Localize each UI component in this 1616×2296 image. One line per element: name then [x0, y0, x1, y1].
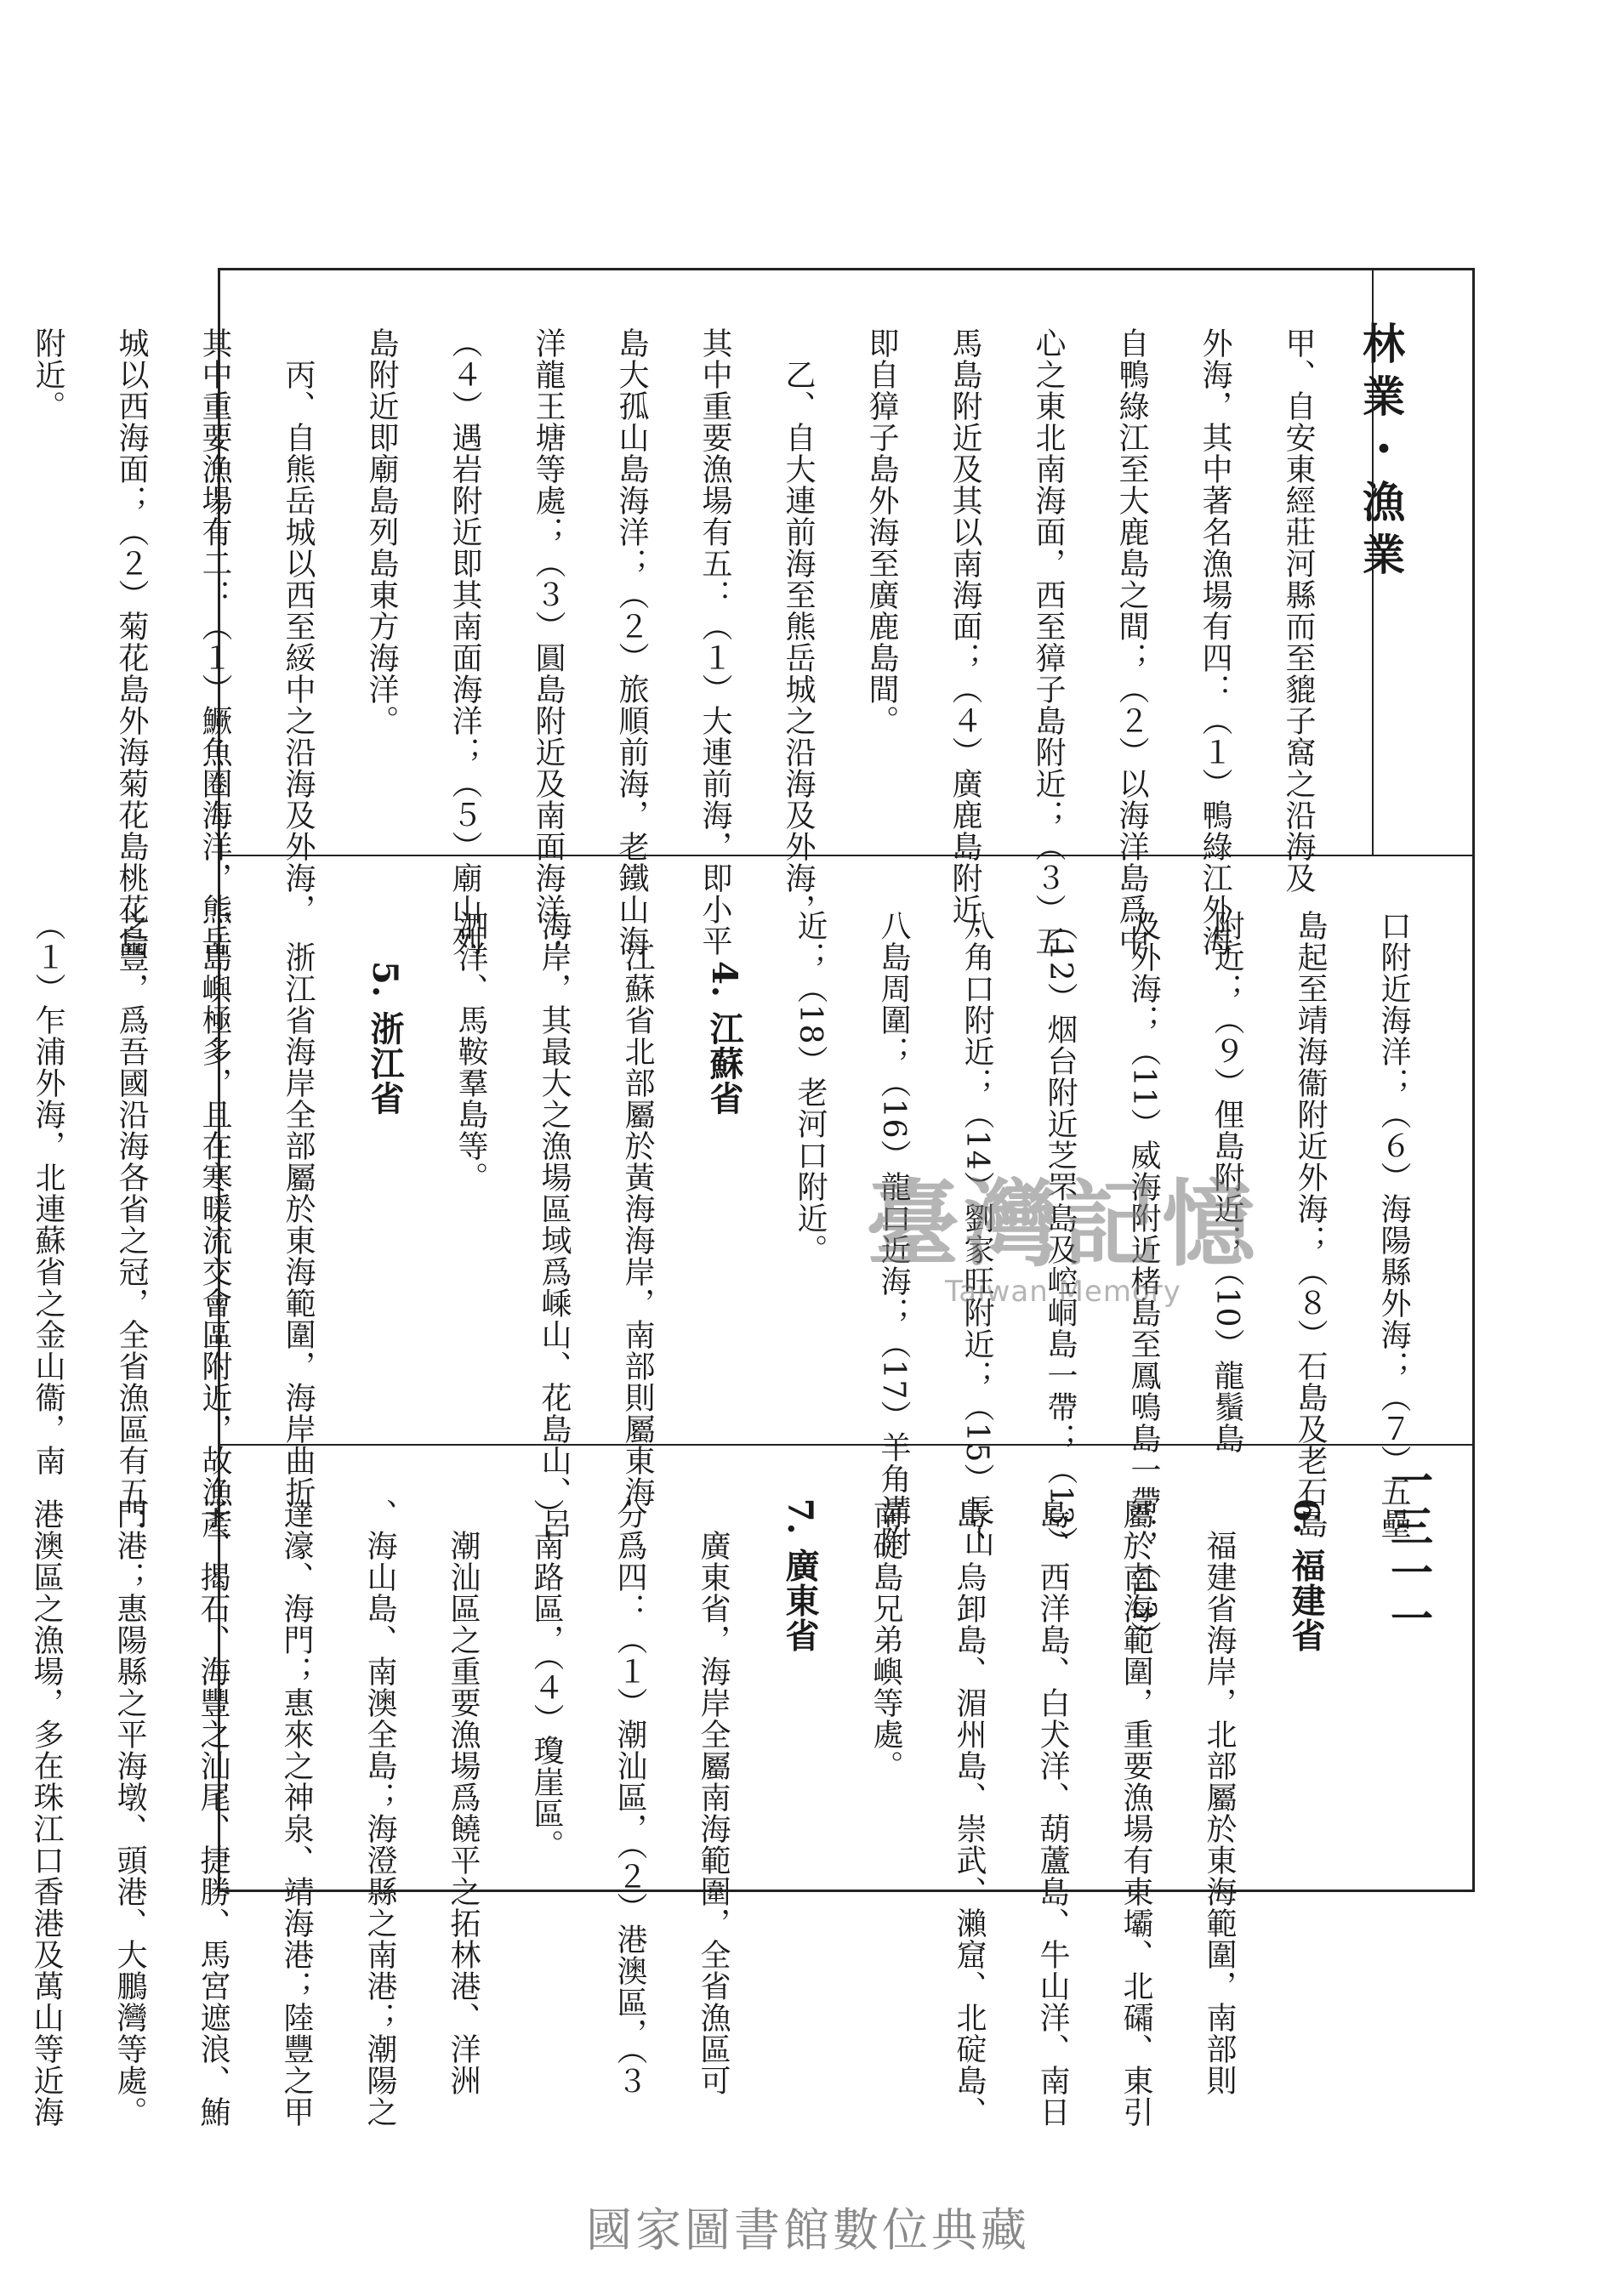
- top-line-5: 馬島附近及其以南海面；（４）廣鹿島附近，: [947, 327, 982, 957]
- top-line-7: 乙、自大連前海至熊岳城之沿海及外海，: [781, 327, 816, 925]
- jiangsu-line-1: 江蘇省北部屬於黃海海岸，南部則屬東海: [620, 909, 655, 1508]
- guangdong-line-8: 門港；惠陽縣之平海墩、頭港、大鵬灣等處。: [112, 1498, 147, 2128]
- section-heading-fujian: 6. 福建省: [1286, 1498, 1326, 1653]
- guangdong-line-3: ）南路區，（４）瓊崖區。: [529, 1498, 564, 1861]
- top-line-2: 外海，其中著名漁場有四：（１）鴨綠江外海: [1198, 327, 1232, 957]
- fujian-line-4: 島、烏卸島、湄州島、崇武、瀨窟、北碇島、: [952, 1498, 987, 2128]
- fujian-line-3: 島、西洋島、白犬洋、葫蘆島、牛山洋、南日: [1035, 1498, 1070, 2128]
- watermark-chinese: 臺灣記憶: [866, 1169, 1260, 1279]
- guangdong-line-9: 港澳區之漁場，多在珠江口香港及萬山等近海: [29, 1498, 64, 2128]
- mid-line-2: 島起至靖海衞附近外海；（８）石島及老石島: [1293, 909, 1328, 1539]
- bottom-block: [29, 1456, 1371, 2128]
- bottom-main-text: [0, 1456, 1371, 2128]
- fujian-line-5: 南碇島兄弟嶼等處。: [868, 1498, 903, 1782]
- zhejiang-line-1: 浙江省海岸全部屬於東海範圍，海岸曲折: [281, 909, 316, 1508]
- top-line-16: 附近。: [31, 327, 65, 422]
- guangdong-line-4: 潮汕區之重要漁場爲饒平之拓林港、洋洲: [446, 1498, 481, 2096]
- top-line-10: 洋龍王塘等處；（３）圓島附近及南面海洋；: [531, 327, 566, 957]
- section-heading-jiangsu: 4. 江蘇省: [704, 960, 744, 1116]
- fujian-line-1: 福建省海岸，北部屬於東海範圍，南部則: [1202, 1498, 1237, 2096]
- mid-line-6: 八角口附近；（14）劉家旺附近；（15）長山: [959, 909, 994, 1558]
- zhejiang-line-3: 之豐，爲吾國沿海各省之冠，全省漁區有五：: [114, 909, 149, 1539]
- section-heading-guangdong: 7. 廣東省: [780, 1498, 820, 1653]
- top-line-3: 自鴨綠江至大鹿島之間；（２）以海洋島爲中: [1114, 327, 1149, 957]
- guangdong-line-1: 廣東省，海岸全屬南海範圍，全省漁區可: [696, 1498, 731, 2096]
- guangdong-line-7: 子、揭石、海豐之汕尾、捷勝、馬宮遮浪、鮪: [196, 1498, 230, 2128]
- jiangsu-line-2: 海岸，其最大之漁場區域爲嵊山、花島山、呂: [537, 909, 572, 1539]
- guangdong-line-2: 分爲四：（１）潮汕區，（２）港澳區，（３: [612, 1498, 647, 2097]
- library-footer-caption: 國家圖書館數位典藏: [586, 2203, 1030, 2257]
- zhejiang-line-2: ，島嶼極多，且在寒暖流交會區附近，故漁產: [197, 909, 232, 1539]
- zhejiang-line-4: （１）乍浦外海，北連蘇省之金山衞，南: [31, 909, 65, 1476]
- page-number: 一三一一: [1384, 1458, 1434, 1642]
- top-line-15: 城以西海面；（２）菊花島外海菊花島桃花島: [114, 327, 149, 957]
- top-line-8: 其中重要漁場有五：（１）大連前海，即小平: [697, 327, 732, 957]
- running-title: 林業・漁業: [1356, 321, 1406, 585]
- top-line-13: 丙、自熊岳城以西至綏中之沿海及外海，: [281, 327, 316, 925]
- top-line-12: 島附近即廟島列島東方海洋。: [364, 327, 399, 736]
- divider-bottom: [219, 1444, 1473, 1446]
- section-heading-zhejiang: 5. 浙江省: [365, 960, 405, 1116]
- top-block: [31, 285, 1361, 957]
- top-line-1: 甲、自安東經莊河縣而至貔子窩之沿海及: [1281, 327, 1316, 894]
- mid-line-4: 及外海；（11）威海附近楮島至鳳鳴島一帶；（13）: [1126, 909, 1161, 1652]
- top-line-14: 其中重要漁場有二：（１）鱖魚圈海洋，熊岳: [197, 327, 232, 957]
- watermark-english: Taiwan Memory: [945, 1275, 1181, 1309]
- top-line-4: 心之東北南海面，西至獐子島附近；（３）五: [1031, 327, 1066, 957]
- mid-line-3: 附近；（９）俚島附近；（10）龍鬚島: [1209, 909, 1244, 1454]
- taiwan-memory-watermark: [825, 1169, 1301, 1309]
- top-line-11: （４）遇岩附近即其南面海洋；（５）廟山列: [447, 327, 482, 957]
- top-line-9: 島大孤山島海洋；（２）旅順前海，老鐵山海: [614, 327, 649, 957]
- top-main-text: [0, 285, 1361, 957]
- jiangsu-line-3: 泗洋、馬鞍羣島等。: [453, 909, 488, 1193]
- mid-line-1: 口附近海洋；（６）海陽縣外海；（７）五壘: [1376, 909, 1411, 1539]
- top-line-6: 即自獐子島外海至廣鹿島間。: [864, 327, 899, 736]
- guangdong-line-5: 、海山島、南澳全島；海澄縣之南港；潮陽之: [362, 1498, 397, 2128]
- guangdong-line-6: 達濠、海門；惠來之神泉、靖海港；陸豐之甲: [279, 1498, 314, 2128]
- fujian-line-2: 屬於南海範圍，重要漁場有東壩、北礵、東引: [1118, 1498, 1153, 2128]
- mid-line-7: 八島周圍；（16）龍口近海；（17）羊角溝附: [876, 909, 911, 1558]
- mid-line-5: （12）烟台附近芝罘島及崆峒島一帶；（13）: [1043, 909, 1078, 1558]
- mid-line-8: 近；（18）老河口附近。: [793, 909, 828, 1265]
